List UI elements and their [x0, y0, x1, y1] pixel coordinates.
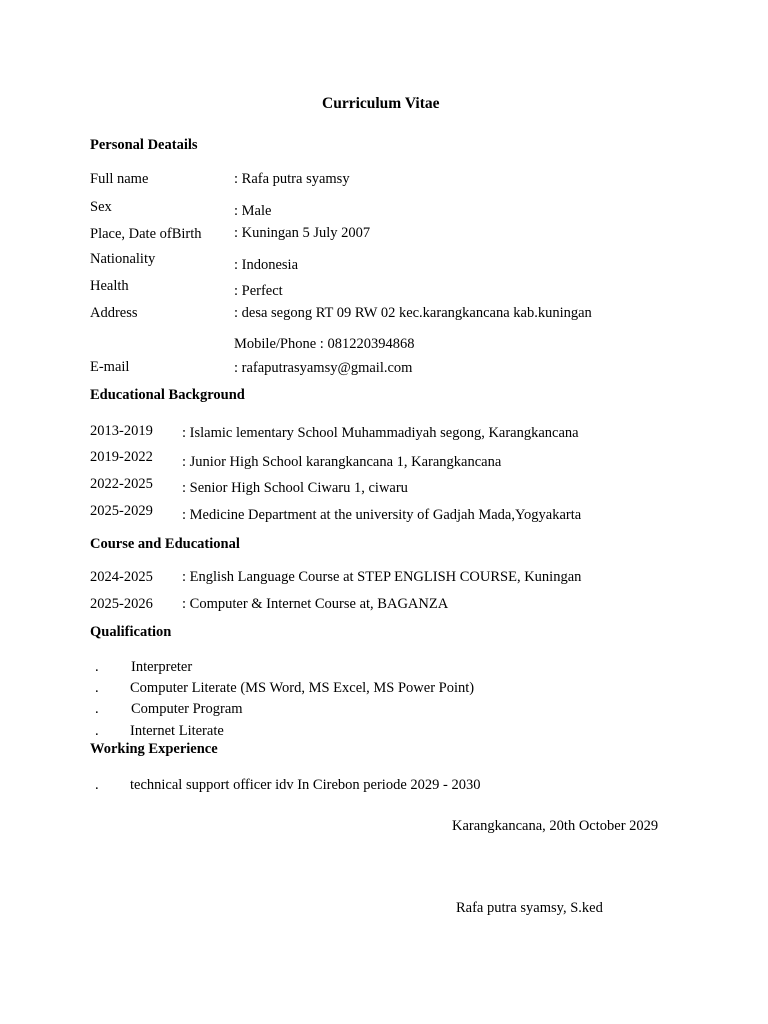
- course-years: 2025-2026: [90, 596, 153, 612]
- education-desc: : Medicine Department at the university of Gadjah Mada,Yogyakarta: [182, 507, 582, 523]
- address-value: : desa segong RT 09 RW 02 kec.karangkancana kab.kuningan: [234, 305, 592, 321]
- signature-name: Rafa putra syamsy, S.ked: [456, 900, 603, 916]
- sex-label: Sex: [90, 199, 112, 215]
- qualification-item: Computer Program: [131, 701, 243, 717]
- nationality-label: Nationality: [90, 251, 156, 267]
- qualification-heading: Qualification: [90, 624, 172, 640]
- education-desc: : Junior High School karangkancana 1, Karangkancana: [182, 454, 502, 470]
- experience-heading: Working Experience: [90, 741, 218, 757]
- email-value: : rafaputrasyamsy@gmail.com: [234, 360, 413, 376]
- cv-title: Curriculum Vitae: [322, 95, 440, 112]
- full-name-label: Full name: [90, 171, 149, 187]
- education-years: 2019-2022: [90, 449, 153, 465]
- nationality-value: : Indonesia: [234, 257, 299, 273]
- qualification-item: Interpreter: [131, 659, 193, 675]
- education-years: 2022-2025: [90, 476, 153, 492]
- mobile-phone: Mobile/Phone : 081220394868: [234, 336, 415, 352]
- personal-heading: Personal Deatails: [90, 137, 198, 153]
- place-date: Karangkancana, 20th October 2029: [452, 818, 659, 834]
- bullet: .: [95, 777, 99, 793]
- qualification-item: Computer Literate (MS Word, MS Excel, MS Power Point): [130, 680, 475, 696]
- courses-heading: Course and Educational: [90, 536, 240, 552]
- bullet: .: [95, 659, 99, 675]
- education-desc: : Senior High School Ciwaru 1, ciwaru: [182, 480, 408, 496]
- birth-label: Place, Date ofBirth: [90, 226, 202, 242]
- birth-value: : Kuningan 5 July 2007: [234, 225, 371, 241]
- bullet: .: [95, 680, 99, 696]
- address-label: Address: [90, 305, 138, 321]
- email-label: E-mail: [90, 359, 130, 375]
- course-years: 2024-2025: [90, 569, 153, 585]
- experience-item: technical support officer idv In Cirebon periode 2029 - 2030: [130, 777, 481, 793]
- full-name-value: : Rafa putra syamsy: [234, 171, 350, 187]
- qualification-item: Internet Literate: [130, 723, 224, 739]
- health-label: Health: [90, 278, 129, 294]
- education-years: 2025-2029: [90, 503, 153, 519]
- education-years: 2013-2019: [90, 423, 153, 439]
- course-desc: : English Language Course at STEP ENGLISH COURSE, Kuningan: [182, 569, 582, 585]
- education-heading: Educational Background: [90, 387, 245, 403]
- health-value: : Perfect: [234, 283, 283, 299]
- sex-value: : Male: [234, 203, 272, 219]
- bullet: .: [95, 723, 99, 739]
- course-desc: : Computer & Internet Course at, BAGANZA: [182, 596, 449, 612]
- bullet: .: [95, 701, 99, 717]
- education-desc: : Islamic lementary School Muhammadiyah segong, Karangkancana: [182, 425, 579, 441]
